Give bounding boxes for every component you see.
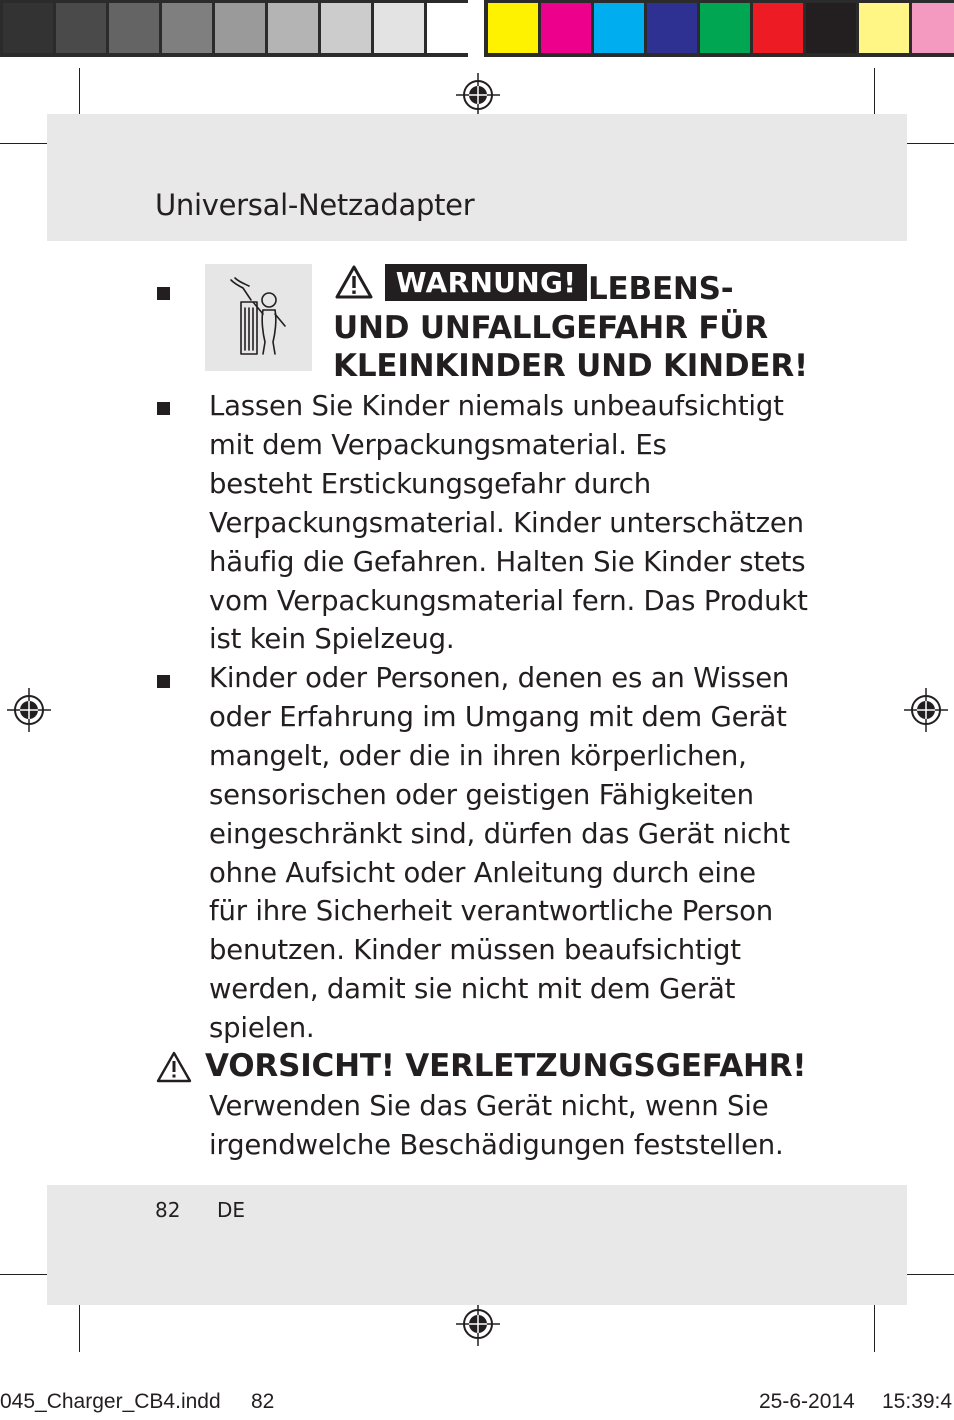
caution-heading: VORSICHT! VERLETZUNGSGEFAHR! [205, 1048, 807, 1084]
color-swatch [647, 3, 697, 53]
slug-time: 15:39:4 [882, 1390, 953, 1413]
paragraph-line: Verwenden Sie das Gerät nicht, wenn Sie [209, 1090, 769, 1122]
warning-badge: WARNUNG! [385, 264, 587, 301]
gray-swatch [215, 3, 265, 53]
paragraph-line: oder Erfahrung im Umgang mit dem Gerät [209, 700, 787, 733]
slug-date: 25-6-2014 [759, 1390, 855, 1413]
paragraph-line: sensorischen oder geistigen Fähigkeiten [209, 778, 754, 811]
child-pulling-cord-icon [205, 264, 312, 371]
paragraph-line: ist kein Spielzeug. [209, 623, 455, 656]
gray-swatch [374, 3, 424, 53]
language-code: DE [217, 1198, 246, 1222]
page-number: 82 [155, 1198, 181, 1222]
paragraph-line: spielen. [209, 1012, 315, 1045]
paragraph-line: ohne Aufsicht oder Anleitung durch eine [209, 856, 756, 889]
warning-triangle-icon [155, 1050, 193, 1084]
color-swatch [753, 3, 803, 53]
slug-page: 82 [251, 1390, 275, 1413]
paragraph-line: Kinder oder Personen, denen es an Wissen [209, 662, 790, 694]
paragraph-line: besteht Erstickungsgefahr durch [209, 467, 651, 500]
warning-heading-line-3: KLEINKINDER UND KINDER! [333, 348, 808, 384]
bullet-marker [157, 675, 170, 688]
paragraph-line: mit dem Verpackungsmaterial. Es [209, 428, 667, 461]
gray-swatch [3, 3, 53, 53]
paragraph-line: eingeschränkt sind, dürfen das Gerät nicht [209, 817, 790, 850]
color-swatch [859, 3, 909, 53]
gray-swatch [162, 3, 212, 53]
registration-mark-icon [456, 73, 500, 117]
registration-mark-icon [456, 1302, 500, 1346]
gray-swatch [109, 3, 159, 53]
color-swatch [541, 3, 591, 53]
slug-filename: 045_Charger_CB4.indd [0, 1390, 221, 1413]
paragraph-line: benutzen. Kinder müssen beaufsichtigt [209, 934, 741, 967]
paragraph-line: vom Verpackungsmaterial fern. Das Produkt [209, 584, 808, 617]
paragraph-line: häufig die Gefahren. Halten Sie Kinder stets [209, 545, 806, 578]
paragraph-line: mangelt, oder die in ihren körperlichen, [209, 739, 747, 772]
paragraph-line: für ihre Sicherheit verantwortliche Person [209, 895, 773, 928]
page-title: Universal-Netzadapter [155, 188, 475, 222]
color-swatch [700, 3, 750, 53]
gray-swatch [268, 3, 318, 53]
warning-heading-line-1: LEBENS- [588, 271, 734, 307]
bullet-marker [157, 402, 170, 415]
registration-mark-icon [904, 688, 948, 732]
warning-triangle-icon [334, 264, 374, 300]
color-swatch [488, 3, 538, 53]
gray-swatch [321, 3, 371, 53]
color-swatch [594, 3, 644, 53]
paragraph-line: werden, damit sie nicht mit dem Gerät [209, 973, 736, 1006]
warning-heading-line-2: UND UNFALLGEFAHR FÜR [333, 310, 768, 346]
paragraph-line: Lassen Sie Kinder niemals unbeaufsichtigt [209, 390, 784, 422]
bullet-marker [157, 287, 170, 300]
paragraph-line: irgendwelche Beschädigungen feststellen. [209, 1128, 784, 1161]
color-swatch [806, 3, 856, 53]
paragraph-line: Verpackungsmaterial. Kinder unterschätzen [209, 506, 804, 539]
gray-swatch [427, 3, 477, 53]
registration-mark-icon [7, 688, 51, 732]
color-swatch [912, 3, 954, 53]
gray-swatch [56, 3, 106, 53]
